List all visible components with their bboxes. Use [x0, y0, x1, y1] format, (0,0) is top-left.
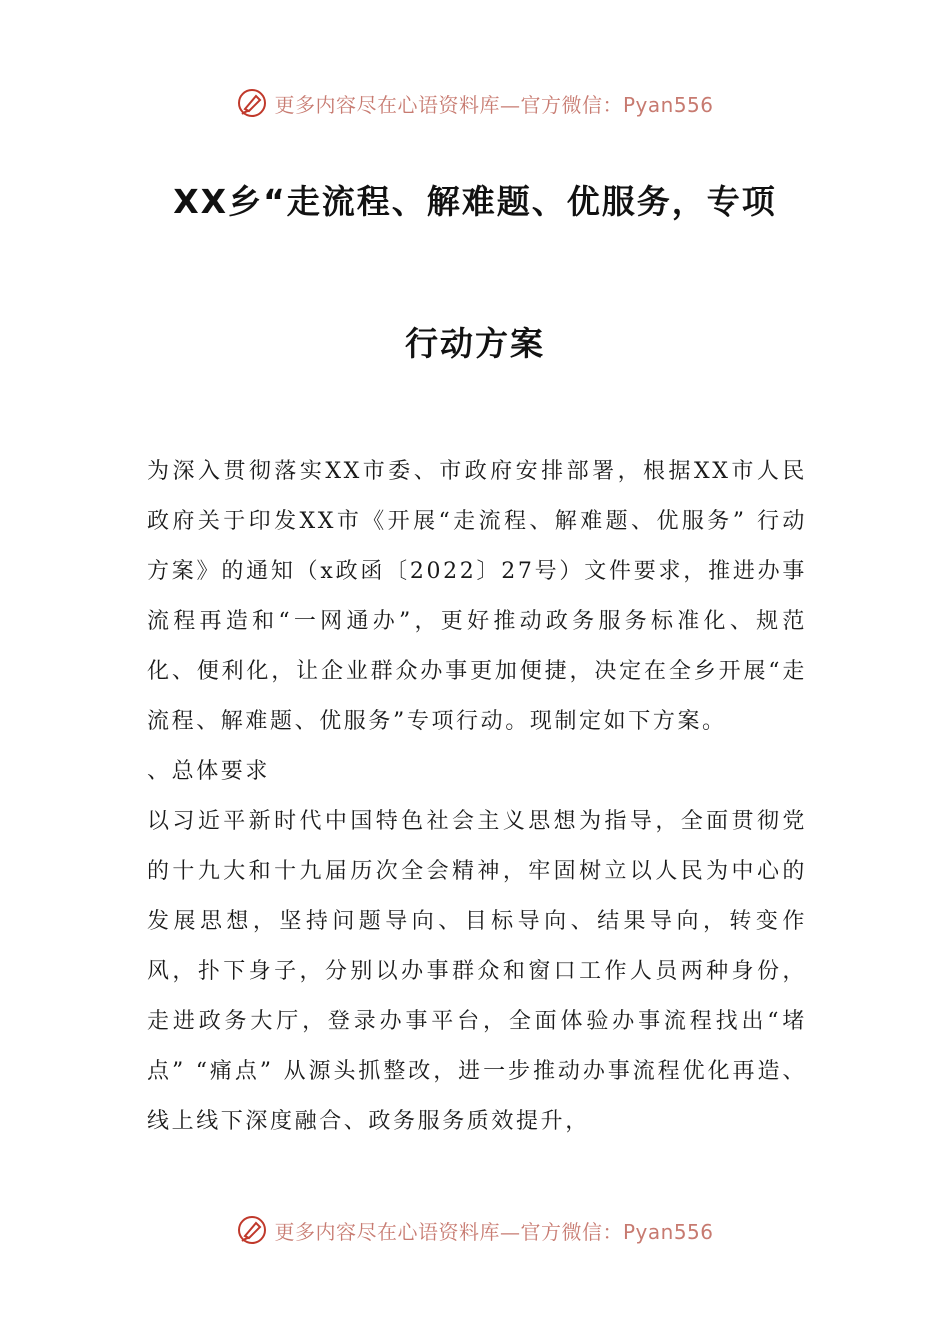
watermark-wechat-id: Pyan556	[622, 1219, 714, 1244]
pen-logo-icon	[236, 1214, 268, 1246]
document-title-line-2: 行动方案	[405, 324, 545, 363]
watermark-banner-bottom	[0, 1210, 950, 1250]
document-title-line-1: XX乡“走流程、解难题、优服务，专项	[173, 182, 777, 221]
watermark-text	[274, 89, 713, 118]
watermark-wechat-label: 官方微信：	[520, 1219, 623, 1244]
section-heading: 、总体要求	[147, 759, 271, 784]
watermark-banner-top	[0, 83, 950, 123]
watermark-main: 更多内容尽在心语资料库	[274, 1219, 500, 1244]
watermark-separator: —	[499, 92, 521, 117]
watermark-wechat-label: 官方微信：	[520, 92, 623, 117]
watermark-text	[274, 1216, 713, 1245]
document-body	[147, 447, 807, 1147]
watermark-separator: —	[499, 1219, 521, 1244]
paragraph-requirements: 以习近平新时代中国特色社会主义思想为指导，全面贯彻党的十九大和十九届历次全会精神，牢固树立以人民为中心的发展思想，坚持问题导向、目标导向、结果导向，转变作风，扑下身子，分别以办事群众和窗口工作人员两种身份，走进政务大厅，登录办事平台，全面体验办事流程找出“堵点” “痛点” 从源头抓整改，进一步推动办事流程优化再造、线上线下深度融合、政务服务质效提升，	[147, 809, 807, 1134]
watermark-main: 更多内容尽在心语资料库	[274, 92, 500, 117]
pen-logo-icon	[236, 87, 268, 119]
watermark-wechat-id: Pyan556	[622, 92, 714, 117]
paragraph-intro: 为深入贯彻落实XX市委、市政府安排部署，根据XX市人民政府关于印发XX市《开展“走流程、解难题、优服务” 行动方案》的通知（x政函〔2022〕27号）文件要求，推进办事流程再造和“一网通办”，更好推动政务服务标准化、规范化、便利化，让企业群众办事更加便捷，决定在全乡开展“走流程、解难题、优服务”专项行动。现制定如下方案。	[147, 459, 807, 734]
